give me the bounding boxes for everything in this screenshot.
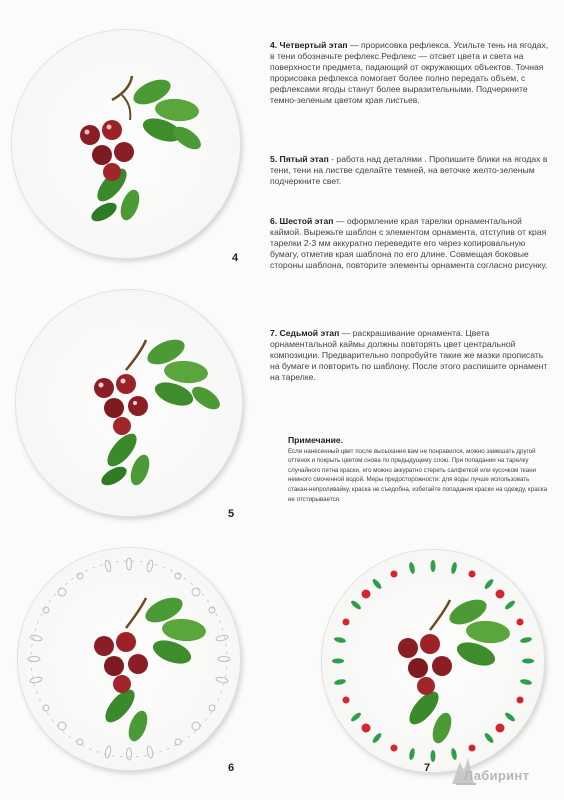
step-6-body: — оформление края тарелки орнаментальной каймой. Вырежьте шаблон с элементом орнамента, отступив от края тарелки 2-3 мм аккуратно переведите его через копировальную бумагу, отметив края шаблона по его длине. Совмещая боковые стороны шаблона, повторите элементы орнамента согласно рисунку. [270,216,548,270]
plate-number-6: 6 [228,762,235,774]
step-7-heading: 7. Седьмой этап [270,328,340,338]
step-4-heading: 4. Четвертый этап [270,40,348,50]
plate-step-5 [16,290,242,516]
step-5-body: - работа над деталями . Пропишите блики на ягодах в тени, тени на листве сделайте темней, на веточке желто-зеленым подчеркните свет. [270,154,548,186]
step-6-heading: 6. Шестой этап [270,216,334,226]
step-7-text [270,328,552,383]
step-5-heading: 5. Пятый этап [270,154,329,164]
plate-step-7 [322,550,544,772]
step-4-text [270,40,552,106]
step-7-body: — раскрашивание орнамента. Цвета орнаментальной каймы должны повторять цвет центральной композиции. Предварительно попробуйте такие же мазки прописать на бумаге и повторить по шаблону. После этого распишите орнамент на тарелке. [270,328,548,382]
note-heading: Примечание. [288,435,344,445]
note-body: Если нанесенный цвет после высыхания вам не понравился, можно замешать другой оттенок и покрыть цветом снова по предыдущему слою. При попадании на тарелку случайного пятна краски, его можно аккуратно стереть салфеткой или кусочком ткани немного смоченной водой. Меры предосторожности: для воды лучше использовать стакан-непроливайку, краска не съедобна, избегайте попадания краски на одежду, краска не отстирывается. [288,447,548,503]
step-6-text [270,216,552,271]
ornament-colored-plate [322,550,544,772]
step-5-text [270,154,552,187]
plate-step-4 [12,30,240,258]
cherry-branch-illustration [16,290,242,516]
plate-number-4: 4 [232,252,239,264]
step-4-body: — прорисовка рефлекса. Усильте тень на ягодах, в тени обозначьте рефлекс.Рефлекс — отсвет цвета и света на поверхности предмета, падающий от окружающих объектов. Точная прорисовка рефлекса помогает более полно передать объем, с рефлексами ягоды станут более выразительными. Подчеркните темно-зеленым цветом края листьев. [270,40,549,105]
watermark-text: Лабиринт [464,768,530,783]
plate-step-6 [18,548,240,770]
plate-number-7: 7 [424,762,431,774]
plate-number-5: 5 [228,508,235,520]
ornament-outline-plate [18,548,240,770]
cherry-branch-illustration [12,30,240,258]
note-block [288,436,550,504]
